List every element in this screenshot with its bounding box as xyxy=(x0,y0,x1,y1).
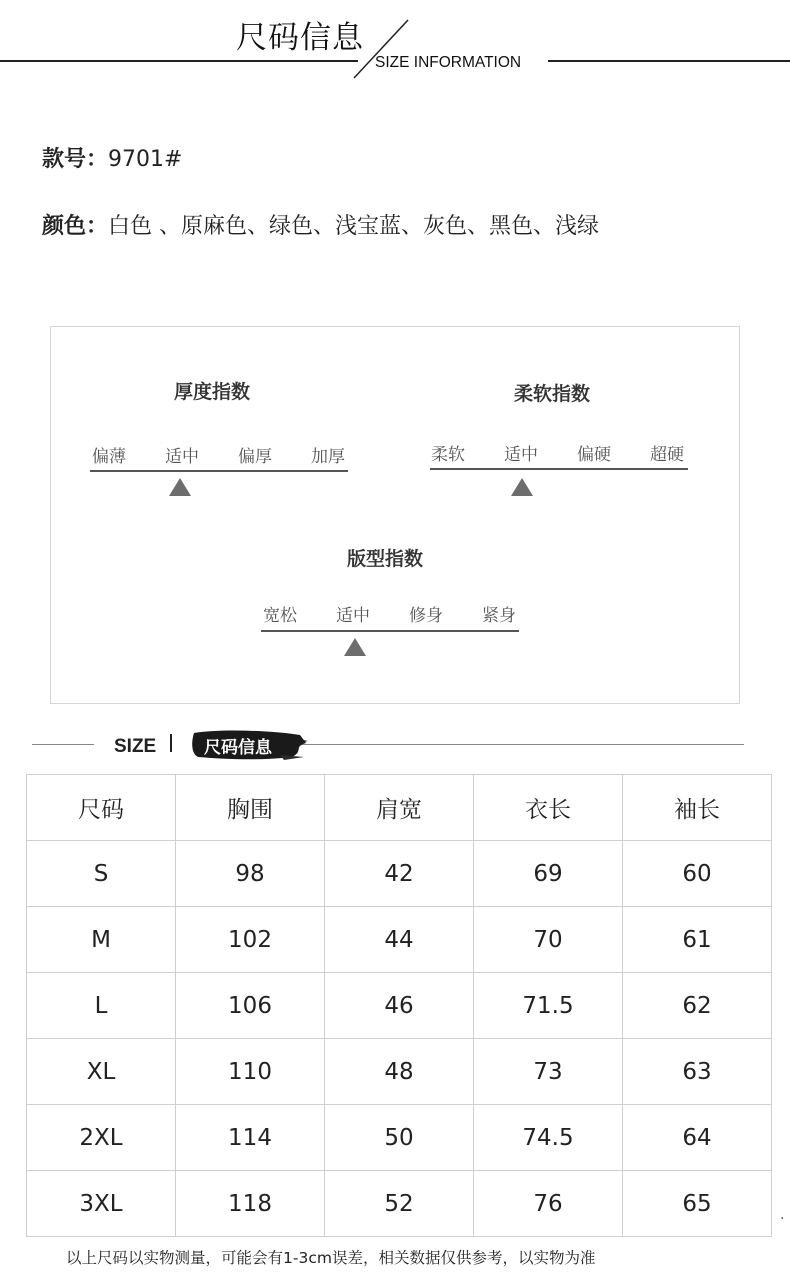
measurement-footnote: 以上尺码以实物测量，可能会有1-3cm误差，相关数据仅供参考，以实物为准 xyxy=(66,1249,596,1267)
table-cell: 110 xyxy=(176,1039,325,1105)
table-cell: 50 xyxy=(325,1105,474,1171)
table-cell: M xyxy=(27,907,176,973)
thickness-indicator-triangle-icon xyxy=(169,478,191,496)
page-title: 尺码信息 xyxy=(236,20,364,56)
table-cell: 65 xyxy=(623,1171,772,1237)
table-cell: 48 xyxy=(325,1039,474,1105)
table-cell: 114 xyxy=(176,1105,325,1171)
table-cell: 102 xyxy=(176,907,325,973)
table-header-row xyxy=(27,775,772,841)
softness-option: 偏硬 xyxy=(577,445,611,465)
thickness-option: 加厚 xyxy=(311,447,345,467)
table-cell: 69 xyxy=(474,841,623,907)
table-row xyxy=(27,841,772,907)
table-cell: 62 xyxy=(623,973,772,1039)
fit-option: 宽松 xyxy=(263,606,297,626)
table-row xyxy=(27,973,772,1039)
table-cell: 98 xyxy=(176,841,325,907)
thickness-index-title: 厚度指数 xyxy=(174,381,251,403)
softness-option-selected: 适中 xyxy=(504,445,538,465)
softness-scale-line xyxy=(430,468,688,470)
table-cell: 71.5 xyxy=(474,973,623,1039)
table-cell: 70 xyxy=(474,907,623,973)
table-cell: XL xyxy=(27,1039,176,1105)
table-cell: 106 xyxy=(176,973,325,1039)
size-banner-bar xyxy=(170,734,172,752)
table-cell: 3XL xyxy=(27,1171,176,1237)
table-cell: 64 xyxy=(623,1105,772,1171)
table-row xyxy=(27,1171,772,1237)
table-cell: 52 xyxy=(325,1171,474,1237)
fit-option: 修身 xyxy=(409,606,443,626)
size-banner-rule-right xyxy=(300,744,744,745)
table-cell: 61 xyxy=(623,907,772,973)
table-cell: 73 xyxy=(474,1039,623,1105)
thickness-option-selected: 适中 xyxy=(165,447,199,467)
size-banner-rule-left xyxy=(32,744,94,745)
table-cell: 2XL xyxy=(27,1105,176,1171)
fabric-index-panel xyxy=(50,326,740,704)
color-value: 白色 、原麻色、绿色、浅宝蓝、灰色、黑色、浅绿 xyxy=(108,214,600,239)
header-rule-right xyxy=(548,60,790,62)
softness-indicator-triangle-icon xyxy=(511,478,533,496)
size-chart-table xyxy=(26,774,772,1237)
table-header-cell: 胸围 xyxy=(176,775,325,841)
table-header-cell: 衣长 xyxy=(474,775,623,841)
table-row xyxy=(27,1039,772,1105)
table-header-cell: 袖长 xyxy=(623,775,772,841)
style-number-label: 款号： xyxy=(42,147,109,172)
thickness-option: 偏薄 xyxy=(92,447,126,467)
size-banner-label: SIZE xyxy=(114,736,157,757)
softness-option: 超硬 xyxy=(650,445,684,465)
thickness-scale-line xyxy=(90,470,348,472)
table-cell: 74.5 xyxy=(474,1105,623,1171)
fit-scale-line xyxy=(261,630,519,632)
table-cell: 63 xyxy=(623,1039,772,1105)
table-row xyxy=(27,907,772,973)
table-header-cell: 尺码 xyxy=(27,775,176,841)
table-cell: 76 xyxy=(474,1171,623,1237)
fit-index-title: 版型指数 xyxy=(347,548,424,570)
color-row xyxy=(42,209,599,240)
size-banner-brush-label: 尺码信息 xyxy=(204,738,272,758)
table-cell: 44 xyxy=(325,907,474,973)
style-number-row xyxy=(42,142,182,173)
stray-dot: . xyxy=(780,1207,785,1223)
header-rule-left xyxy=(0,60,358,62)
table-row xyxy=(27,1105,772,1171)
color-label: 颜色： xyxy=(42,214,109,239)
softness-option: 柔软 xyxy=(431,445,465,465)
table-header-cell: 肩宽 xyxy=(325,775,474,841)
thickness-option: 偏厚 xyxy=(238,447,272,467)
fit-option-selected: 适中 xyxy=(336,606,370,626)
table-cell: 42 xyxy=(325,841,474,907)
softness-index-title: 柔软指数 xyxy=(514,383,591,405)
fit-option: 紧身 xyxy=(482,606,516,626)
table-cell: 118 xyxy=(176,1171,325,1237)
style-number-value: 9701# xyxy=(108,147,183,172)
page-subtitle: SIZE INFORMATION xyxy=(375,54,522,71)
fit-indicator-triangle-icon xyxy=(344,638,366,656)
table-cell: S xyxy=(27,841,176,907)
table-cell: 46 xyxy=(325,973,474,1039)
table-cell: L xyxy=(27,973,176,1039)
table-cell: 60 xyxy=(623,841,772,907)
